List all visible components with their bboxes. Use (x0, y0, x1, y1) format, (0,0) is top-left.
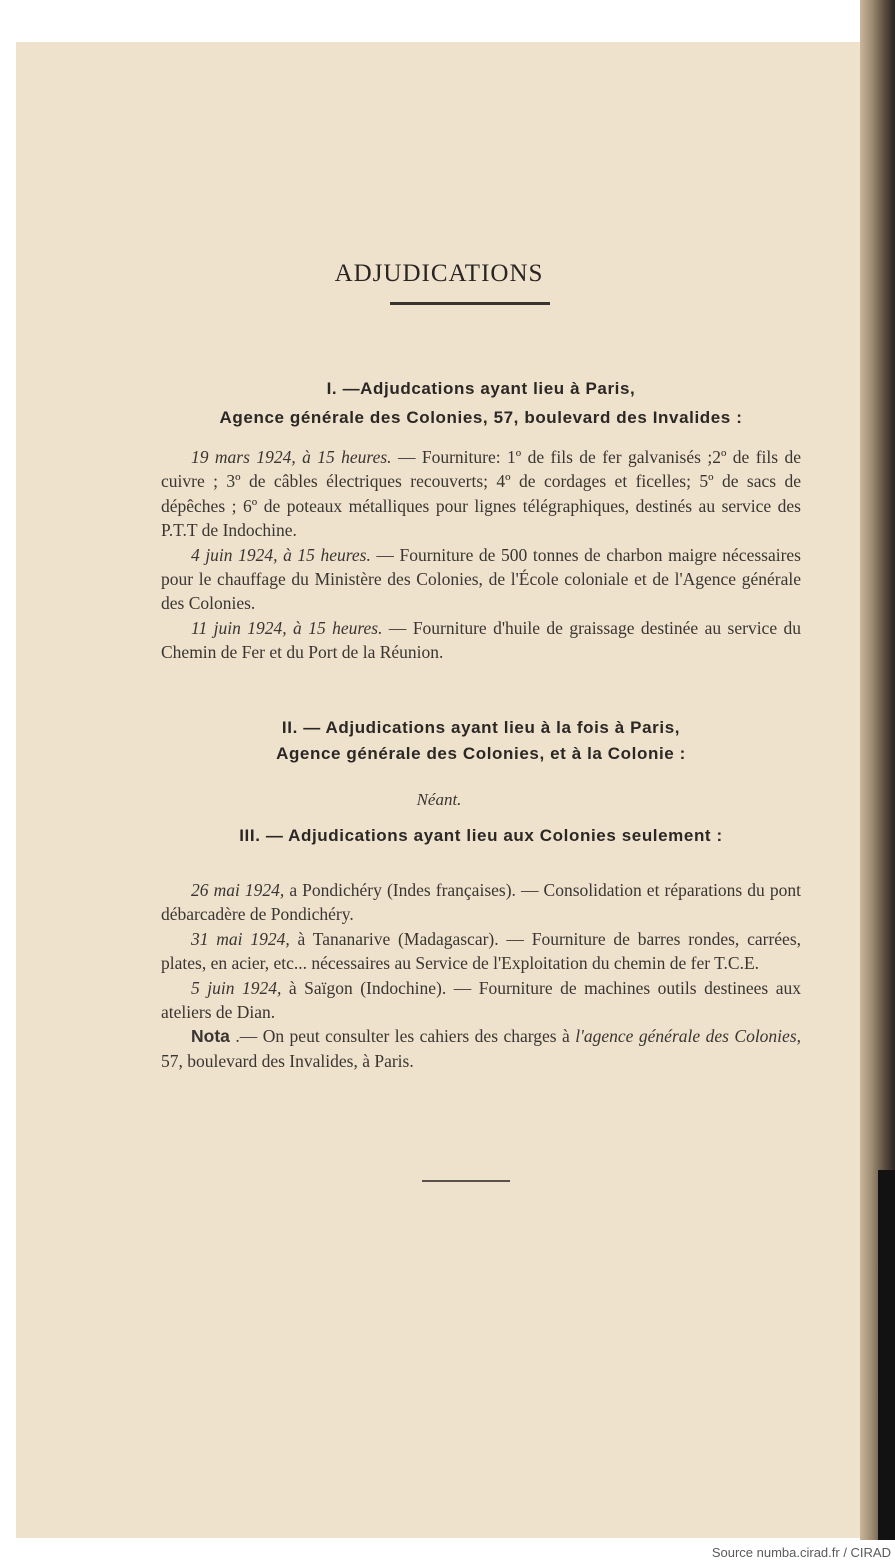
section2-heading-line2: Agence générale des Colonies, et à la Colonie : (276, 744, 686, 763)
entry-paragraph (161, 927, 801, 976)
entry-date: 5 juin 1924, (191, 977, 282, 998)
entry-paragraph (161, 616, 801, 665)
entry-paragraph (161, 976, 801, 1025)
section1-entries (161, 445, 801, 665)
closing-rule (422, 1180, 510, 1182)
nota-label: Nota (191, 1026, 230, 1047)
entry-date: 26 mai 1924, (191, 880, 285, 900)
entry-text: a Pondichéry (Indes françaises). — Consolidation et réparations du pont débarcadère de Pondichéry. (161, 880, 801, 925)
entry-paragraph (161, 445, 801, 543)
entry-paragraph (161, 878, 801, 927)
entry-text: — Fourniture d'huile de graissage destinée au service du Chemin de Fer et du Port de la Réunion. (161, 617, 802, 663)
entry-text: à Tananarive (Madagascar). — Fourniture de barres rondes, carrées, plates, en acier, etc... nécessaires au Service de l'Exploitation du chemin de fer T.C.E. (161, 928, 801, 974)
source-credit: Source numba.cirad.fr / CIRAD (711, 1545, 891, 1560)
section3-entries (161, 878, 801, 1073)
entry-date: 31 mai 1924, (191, 928, 290, 949)
entry-date: 4 juin 1924, à 15 heures. (191, 544, 371, 565)
entry-date: 11 juin 1924, à 15 heures. (191, 617, 383, 638)
book-spine-shadow (878, 1170, 895, 1540)
page-title: ADJUDICATIONS (334, 260, 544, 287)
entry-text: — Fourniture de 500 tonnes de charbon maigre nécessaires pour le chauffage du Ministère des Colonies, de l'École coloniale et de l'Agence générale des Colonies. (161, 544, 801, 614)
nota-text: .— On peut consulter les cahiers des charges à (229, 1026, 576, 1047)
nota-text-end: , 57, boulevard des Invalides, à Paris. (161, 1026, 802, 1071)
section2-neant: Néant. (416, 790, 462, 809)
nota-italic: l'agence générale des Colonies (575, 1026, 797, 1047)
section3-heading: III. — Adjudications ayant lieu aux Colonies seulement : (239, 826, 723, 845)
nota-paragraph (161, 1024, 801, 1073)
section1-heading-line2: Agence générale des Colonies, 57, boulevard des Invalides : (219, 408, 743, 427)
section2-heading-line1: II. — Adjudications ayant lieu à la fois à Paris, (281, 718, 681, 737)
entry-date: 19 mars 1924, à 15 heures. (191, 447, 392, 467)
document-page (16, 42, 863, 1538)
title-underline (390, 302, 550, 305)
entry-text: — Fourniture: 1º de fils de fer galvanisés ;2º de fils de cuivre ; 3º de câbles électriques recouverts; 4º de cordages et ficelles; 5º de sacs de dépêches ; 6º de poteaux métalliques pour lignes télégraphiques, destinés au service des P.T.T de Indochine. (161, 447, 801, 541)
entry-paragraph (161, 543, 801, 616)
section1-heading-line1: I. —Adjudcations ayant lieu à Paris, (326, 379, 636, 398)
entry-text: à Saïgon (Indochine). — Fourniture de machines outils destinees aux ateliers de Dian. (161, 977, 801, 1023)
